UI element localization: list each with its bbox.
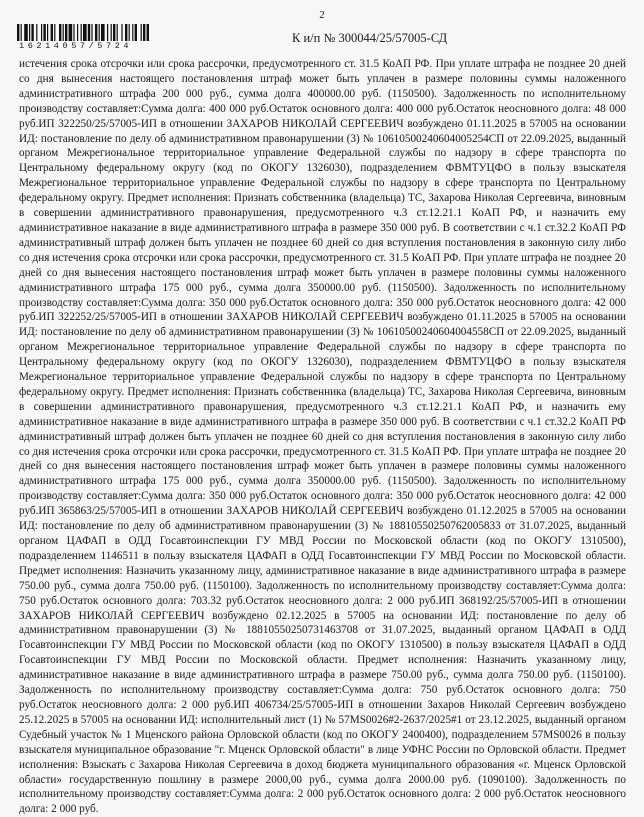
barcode-bar [132,24,133,41]
barcode-bar [111,24,112,41]
barcode-bar [141,24,142,41]
barcode-bar [21,24,22,41]
barcode-bar [117,24,118,41]
barcode-bar [59,24,61,41]
page-number: 2 [319,9,325,21]
barcode-bar [99,24,100,41]
barcode-bar [107,24,108,41]
barcode-bar [73,24,74,41]
barcode-bar [24,24,28,41]
barcode-bar [63,24,64,41]
barcode-number: 16214057/5724 [19,41,133,51]
barcode-bar [129,24,130,41]
barcode-bar [36,24,37,41]
barcode-bar [77,24,78,41]
barcode-bar [69,24,73,41]
barcode [17,24,197,41]
barcode-bar [147,24,149,41]
barcode-bar [31,24,33,41]
barcode-bar [29,24,30,41]
barcode-bar [113,24,115,41]
barcode-bar [41,24,42,41]
barcode-bar [81,24,82,41]
barcode-bar [135,24,137,41]
barcode-bar [143,24,145,41]
barcode-bar [95,24,97,41]
barcode-bar [51,24,53,41]
barcode-bar [17,24,19,41]
barcode-bar [125,24,127,41]
barcode-bar [43,24,45,41]
barcode-bar [83,24,87,41]
barcode-bar [47,24,48,41]
barcode-bar [121,24,122,41]
barcode-bar [54,24,55,41]
barcode-bar [65,24,67,41]
barcode-bar [101,24,105,41]
barcode-bar [91,24,92,41]
barcode-bar [88,24,90,41]
case-reference: К и/п № 300044/25/57005-СД [292,31,448,45]
document-body-text: истечения срока отсрочки или срока рассрочки, предусмотренного ст. 31.5 КоАП РФ. При уплате штрафа не позднее 20 дней со дня вынесения настоящего постановления штраф может быть уплачен в размере половины суммы наложенного административного штрафа 200 000 руб., сумма долга 400000.00 руб. (1150500). Задолженность по исполнительному производству составляет:Сумма долга: 400 000 руб.Остаток основного долга: 400 000 руб.Остаток неосновного долга: 48 000 руб.ИП 322250/25/57005-ИП в отношении ЗАХАРОВ НИКОЛАЙ СЕРГЕЕВИЧ возбуждено 01.11.2025 в 57005 на основании ИД: постановление по делу об административном правонарушении (3) № 10610500240604005254СП от 22.09.2025, выданный органом Межрегиональное территориальное управление Федеральной службы по надзору в сфере транспорта по Центральному федеральному округу (код по ОКОГУ 1326030), подразделением ФВМТУЦФО в пользу взыскателя Межрегиональное территориальное управление Федеральной службы по надзору в сфере транспорта по Центральному федеральному округу. Предмет исполнения: Признать собственника (владельца) ТС, Захарова Николая Сергеевича, виновным в совершении административного правонарушения, предусмотренного ч.3 ст.12.21.1 КоАП РФ, и назначить ему административное наказание в виде административного штрафа в размере 350 000 руб. В соответствии с ч.1 ст.32.2 КоАП РФ административный штраф должен быть уплачен не позднее 60 дней со дня вступления постановления в законную силу либо со дня истечения срока отсрочки или срока рассрочки, предусмотренного ст. 31.5 КоАП РФ. При уплате штрафа не позднее 20 дней со дня вынесения настоящего постановления штраф может быть уплачен в размере половины суммы наложенного административного штрафа 175 000 руб., сумма долга 350000.00 руб. (1150500). Задолженность по исполнительному производству составляет:Сумма долга: 350 000 руб.Остаток основного долга: 350 000 руб.Остаток неосновного долга: 42 000 руб.ИП 322252/25/57005-ИП в отношении ЗАХАРОВ НИКОЛАЙ СЕРГЕЕВИЧ возбуждено 01.11.2025 в 57005 на основании ИД: постановление по делу об административном правонарушении (3) № 10610500240604004558СП от 22.09.2025, выданный органом Межрегиональное территориальное управление Федеральной службы по надзору в сфере транспорта по Центральному федеральному округу (код по ОКОГУ 1326030), подразделением ФВМТУЦФО в пользу взыскателя Межрегиональное территориальное управление Федеральной службы по надзору в сфере транспорта по Центральному федеральному округу. Предмет исполнения: Признать собственника (владельца) ТС, Захарова Николая Сергеевича, виновным в совершении административного правонарушения, предусмотренного ч.3 ст.12.21.1 КоАП РФ, и назначить ему административное наказание в виде административного штрафа в размере 350 000 руб. В соответствии с ч.1 ст.32.2 КоАП РФ административный штраф должен быть уплачен не позднее 60 дней со дня вступления постановления в законную силу либо со дня истечения срока отсрочки или срока рассрочки, предусмотренного ст. 31.5 КоАП РФ. При уплате штрафа не позднее 20 дней со дня вынесения настоящего постановления штраф может быть уплачен в размере половины суммы наложенного административного штрафа 175 000 руб., сумма долга 350000.00 руб. (1150500). Задолженность по исполнительному производству составляет:Сумма долга: 350 000 руб.Остаток основного долга: 350 000 руб.Остаток неосновного долга: 42 000 руб.ИП 365863/25/57005-ИП в отношении ЗАХАРОВ НИКОЛАЙ СЕРГЕЕВИЧ возбуждено 01.12.2025 в 57005 на основании ИД: постановление по делу об административном правонарушении (3) № 18810550250762005833 от 31.07.2025, выданный органом ЦАФАП в ОДД Госавтоинспекции ГУ МВД России по Московской области (код по ОКОГУ 1310500), подразделением 1146511 в пользу взыскателя ЦАФАП в ОДД Госавтоинспекции ГУ МВД России по Московской области. Предмет исполнения: Назначить указанному лицу, административное наказание в виде административного штрафа в размере 750.00 руб., сумма долга 750.00 руб. (1150100). Задолженность по исполнительному производству составляет:Сумма долга: 750 руб.Остаток основного долга: 703.32 руб.Остаток неосновного долга: 2 000 руб.ИП 368192/25/57005-ИП в отношении ЗАХАРОВ НИКОЛАЙ СЕРГЕЕВИЧ возбуждено 02.12.2025 в 57005 на основании ИД: постановление по делу об административном правонарушении (3) № 18810550250731463708 от 31.07.2025, выданный органом ЦАФАП в ОДД Госавтоинспекции ГУ МВД России по Московской области (код по ОКОГУ 1310500) в пользу взыскателя ЦАФАП в ОДД Госавтоинспекции ГУ МВД России по Московской области. Предмет исполнения: Назначить указанному лицу, административное наказание в виде административного штрафа в размере 750.00 руб., сумма долга 750.00 руб. (1150100). Задолженность по исполнительному производству составляет:Сумма долга: 750 руб.Остаток основного долга: 750 руб.Остаток неосновного долга: 2 000 руб.ИП 406734/25/57005-ИП в отношении Захаров Николай Сергеевич возбуждено 25.12.2025 в 57005 на основании ИД: исполнительный лист (1) № 57MS0026#2-2637/2025#1 от 23.12.2025, выданный органом Судебный участок № 1 Мценского района Орловской области (код по ОКОГУ 2400400), подразделением 57MS0026 в пользу взыскателя муниципальное образование "г. Мценск Орловской области" в лице УФНС России по Орловской области. Предмет исполнения: Взыскать с Захарова Николая Сергеевича в доход бюджета муниципального образования «г. Мценск Орловской области» государственную пошлину в размере 2000,00 руб., сумма долга 2000.00 руб. (1090100). Задолженность по исполнительному производству составляет:Сумма долга: 2 000 руб.Остаток основного долга: 2 000 руб.Остаток неосновного долга: 2 000 руб. [19,58,626,816]
